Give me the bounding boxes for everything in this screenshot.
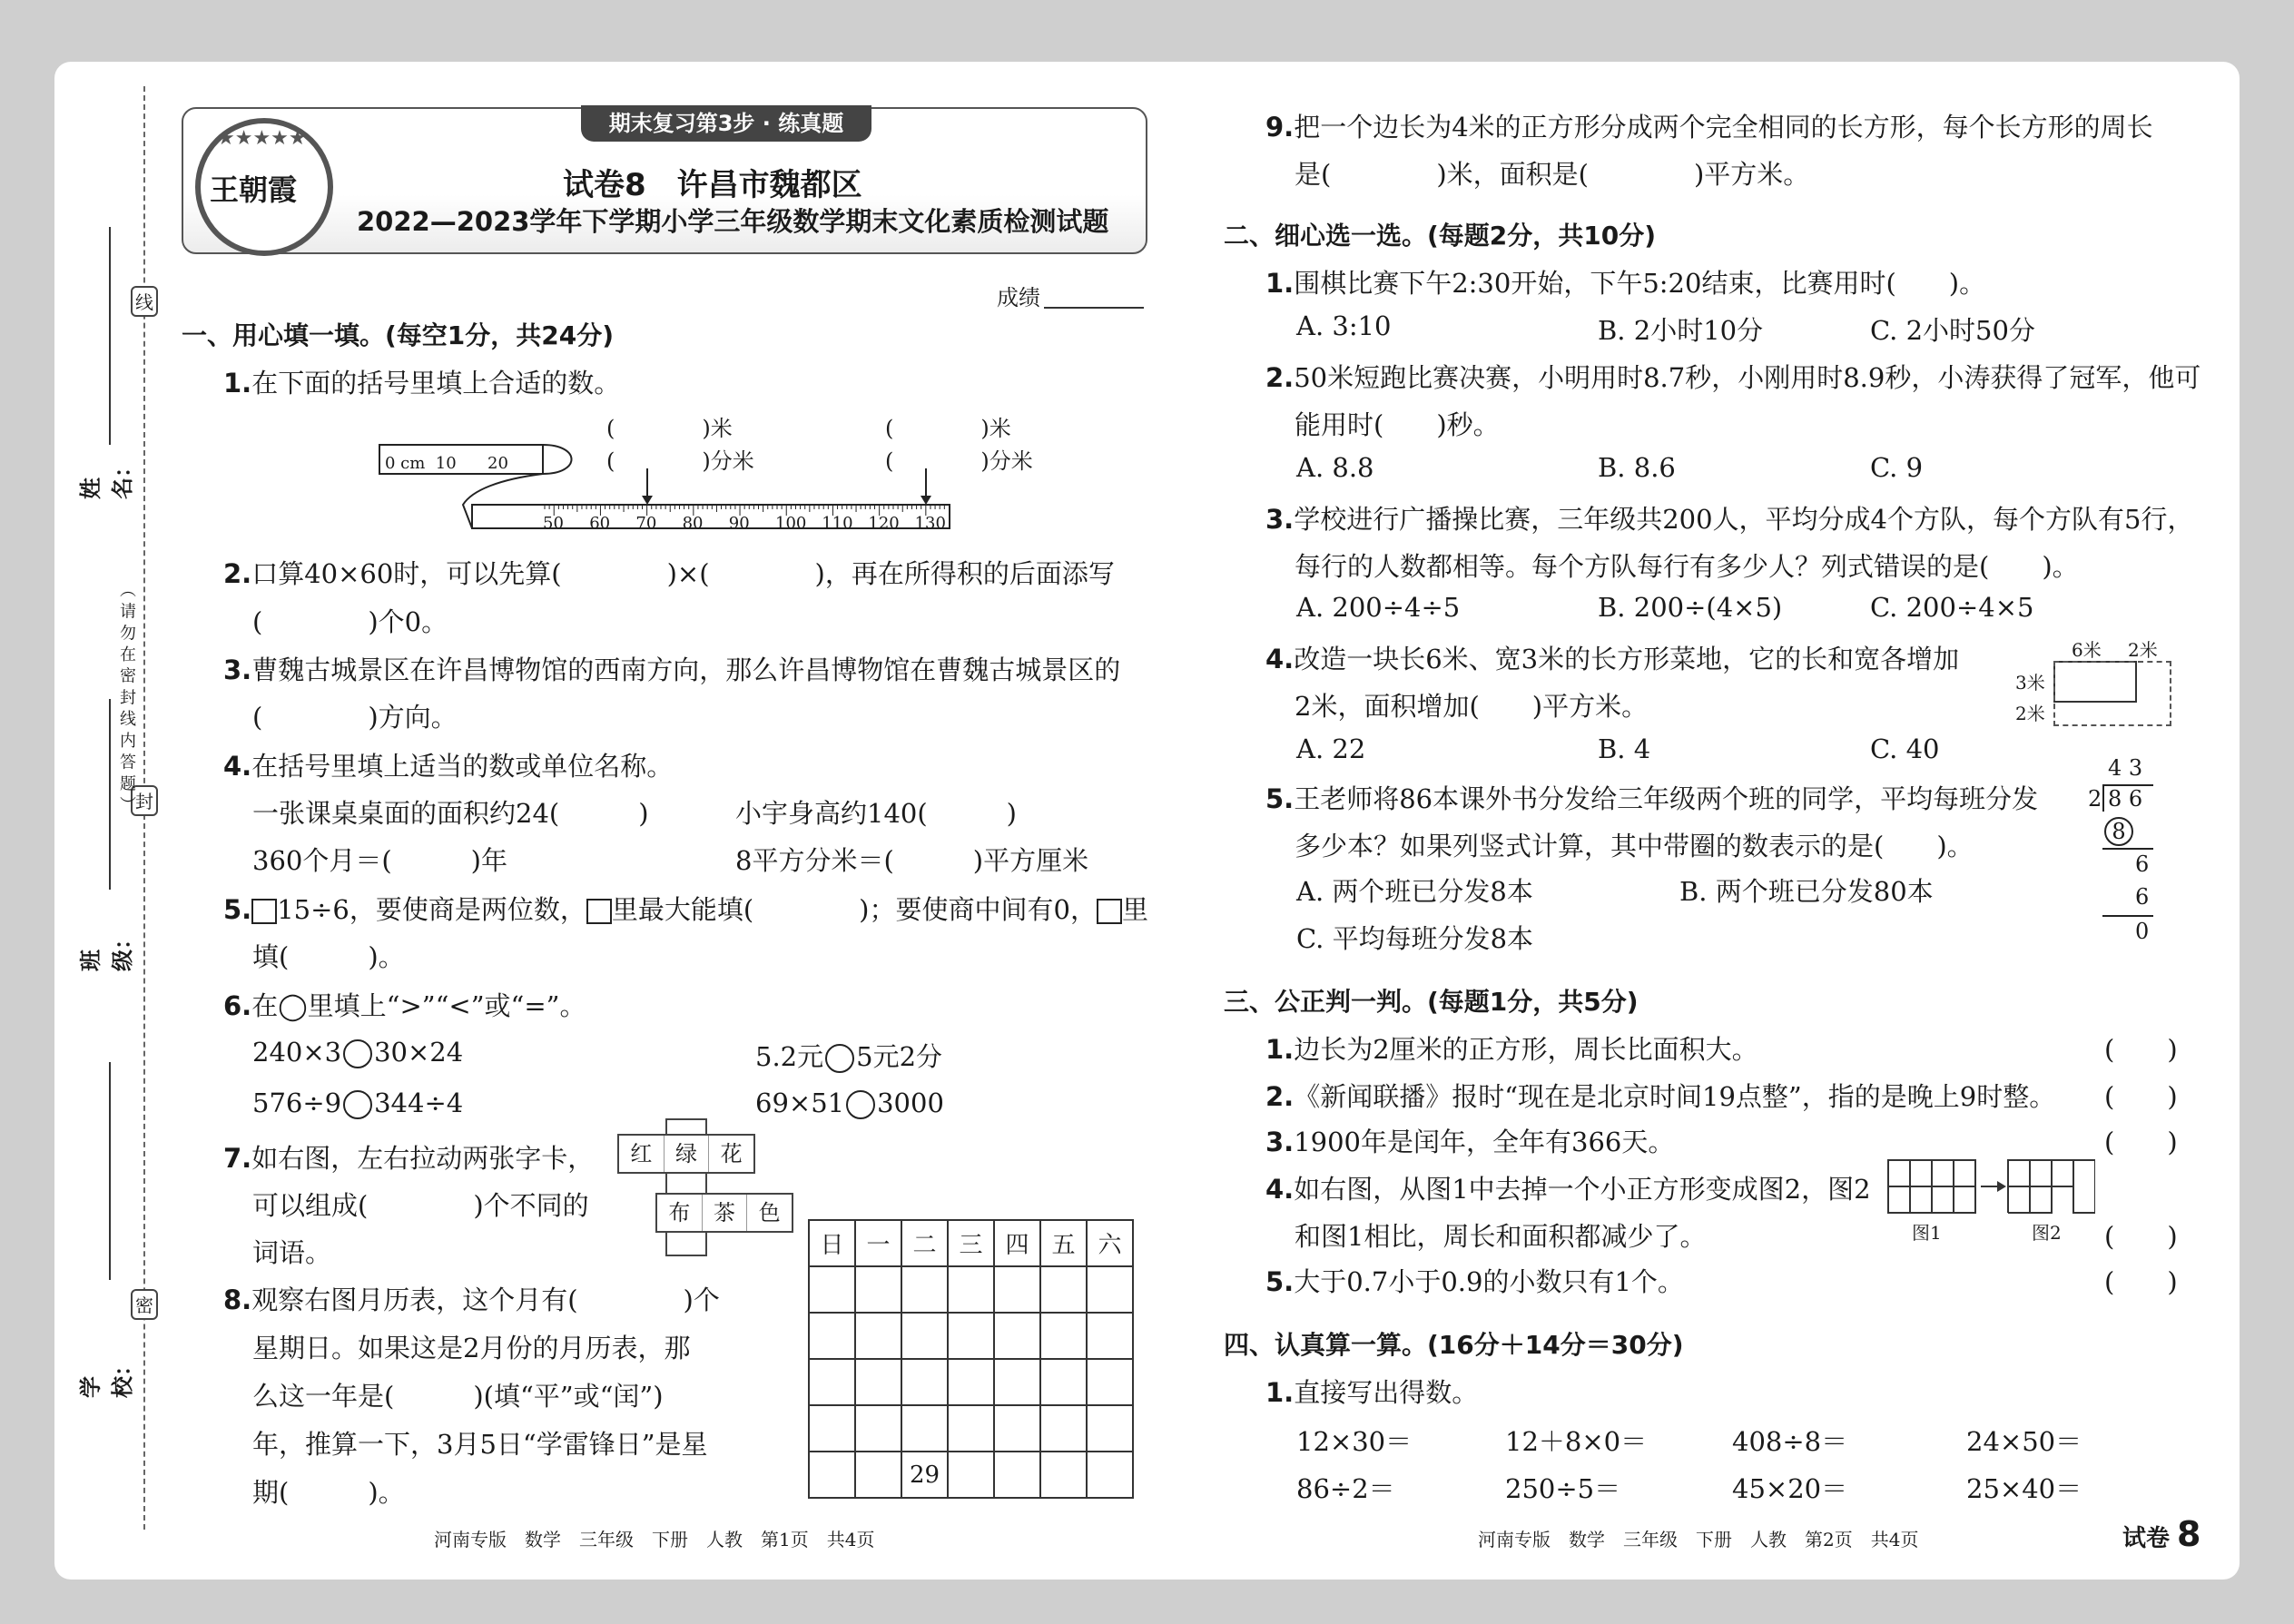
calc-r1-c4[interactable]: 24×50＝ [1966, 1426, 2082, 1457]
tape-top-labels: 0 cm 10 20 [385, 454, 508, 473]
paper-title: 试卷8 许昌市魏都区 [563, 167, 862, 203]
logo-text: 王朝霞 [210, 172, 298, 207]
s2q5-opt-a[interactable]: A. 两个班已分发8本 [1296, 876, 1533, 907]
s3q1-answer[interactable]: ( ) [2104, 1034, 2178, 1065]
q5-part3: 里 [1121, 894, 1148, 925]
score-input[interactable] [1044, 307, 1144, 309]
s2q1-number: 1. [1265, 268, 1295, 299]
s3q1-number: 1. [1265, 1034, 1295, 1065]
q7-text-3: 词语。 [252, 1237, 332, 1268]
q6-d-left: 69×51 [755, 1088, 845, 1118]
footer-right: 河南专版 数学 三年级 下册 人教 第2页 共4页 [1478, 1529, 1919, 1550]
fig-left-label-2: 2米 [2015, 703, 2045, 724]
s2q2-text-2: 能用时( )秒。 [1295, 409, 1500, 440]
q7-line1 [223, 1138, 594, 1176]
arrow-130-head [921, 496, 931, 505]
word-card-row-2 [655, 1193, 793, 1233]
div-quotient: 4 3 [2108, 755, 2143, 781]
s3q4-text-2: 和图1相比，周长和面积都减少了。 [1295, 1221, 1707, 1252]
calendar-row [809, 1266, 1133, 1313]
rect-expand-figure [2015, 635, 2170, 726]
q1-text: 在下面的括号里填上合适的数。 [251, 368, 621, 399]
q2-number: 2. [223, 558, 252, 589]
calendar-row [809, 1405, 1133, 1452]
s2q4-text-1: 改造一块长6米、宽3米的长方形菜地，它的长和宽各增加 [1294, 644, 1960, 674]
s2q3-line1 [1265, 499, 2193, 536]
s2q1-opt-c[interactable]: C. 2小时50分 [1870, 315, 2035, 346]
q1-line [223, 363, 620, 400]
weekday-mon: 一 [855, 1220, 901, 1266]
s3q3-answer[interactable]: ( ) [2104, 1127, 2178, 1157]
school-input[interactable] [109, 1062, 111, 1280]
section2-title: 二、细心选一选。(每题2分，共10分) [1224, 221, 1657, 251]
card1-char-3: 花 [720, 1141, 743, 1166]
q6-number: 6. [223, 990, 252, 1021]
calc-r1-c2[interactable]: 12＋8×0＝ [1505, 1426, 1648, 1457]
weekday-sun: 日 [809, 1220, 855, 1266]
tape-tick-label: 100 [775, 514, 807, 533]
s2q5-text-1: 王老师将86本课外书分发给三年级两个班的同学，平均每班分发 [1294, 783, 2039, 814]
name-label: 姓名： [78, 456, 135, 499]
fig-outer-rect [2053, 661, 2171, 726]
tape-tick-label: 90 [728, 514, 750, 533]
q4-line [223, 746, 673, 783]
q6-item-b [755, 1037, 942, 1074]
q5-text-2: 填( )。 [252, 941, 405, 972]
word-card-row-1 [617, 1134, 755, 1174]
weekday-thu: 四 [994, 1220, 1040, 1266]
q5-square-icon-2 [586, 899, 612, 924]
q1-number: 1. [223, 368, 252, 399]
calendar-table [808, 1219, 1134, 1499]
q5-part1: 15÷6，要使商是两位数， [277, 894, 586, 925]
q1-blank-dm-1: ( )分米 [606, 448, 754, 474]
q6-b-right: 5元2分 [856, 1041, 943, 1072]
binding-mark-feng: 封 [131, 785, 158, 816]
q4-a: 一张课桌桌面的面积约24( ) [252, 798, 649, 829]
paper-subtitle: 2022—2023学年下学期小学三年级数学期末文化素质检测试题 [357, 206, 1109, 237]
q6-item-c [252, 1088, 463, 1119]
q6-a-circle[interactable] [343, 1039, 372, 1068]
q4-number: 4. [223, 751, 252, 782]
q4-text: 在括号里填上适当的数或单位名称。 [251, 751, 674, 782]
div-remainder-1: 6 [2135, 851, 2150, 877]
class-input[interactable] [109, 699, 111, 890]
card2-char-2: 茶 [703, 1195, 748, 1231]
calc-r2-c1[interactable]: 86÷2＝ [1296, 1473, 1395, 1504]
q6-d-right: 3000 [877, 1088, 944, 1118]
figure-1-label: 图1 [1912, 1222, 1942, 1244]
long-division-figure [2088, 755, 2161, 946]
paper-label [2122, 1514, 2200, 1554]
s3q3-line [1265, 1122, 1674, 1159]
s2q2-number: 2. [1265, 362, 1295, 393]
binding-fields [73, 218, 136, 1416]
s2q2-text-1: 50米短跑比赛决赛，小明用时8.7秒，小刚用时8.9秒，小涛获得了冠军，他可 [1294, 362, 2201, 393]
calc-r1-c1[interactable]: 12×30＝ [1296, 1426, 1413, 1457]
s3q5-line [1265, 1262, 1684, 1299]
weekday-tue: 二 [901, 1220, 948, 1266]
q6-line [223, 986, 586, 1023]
q8-line1 [223, 1280, 720, 1317]
q6-item-a [252, 1037, 463, 1068]
q5-part2: 里最大能填( )；要使商中间有0， [611, 894, 1097, 925]
score-label: 成绩 [997, 285, 1040, 310]
calendar-day-29: 29 [901, 1452, 948, 1498]
q2-text-1: 口算40×60时，可以先算( )×( )，再在所得积的后面添写 [251, 558, 1115, 589]
name-input[interactable] [109, 227, 111, 445]
s4q1-line [1265, 1373, 1478, 1410]
s2q5-opt-b[interactable]: B. 两个班已分发80本 [1679, 876, 1934, 907]
calc-r2-c3[interactable]: 45×20＝ [1732, 1473, 1848, 1504]
q7-text-1: 如右图，左右拉动两张字卡， [251, 1143, 595, 1174]
school-label: 学校： [78, 1354, 135, 1398]
s3q4-line1 [1265, 1169, 1871, 1206]
q8-text-4: 年，推算一下，3月5日“学雷锋日”是星 [252, 1429, 708, 1460]
s2q1-opt-b[interactable]: B. 2小时10分 [1598, 315, 1764, 346]
binding-mark-xian: 线 [131, 286, 158, 317]
tape-tick-label: 50 [543, 514, 564, 533]
binding-note: （ 请 勿 在 密 封 线 内 答 题 ） [117, 581, 136, 813]
s3q5-answer[interactable]: ( ) [2104, 1266, 2178, 1297]
calendar-header-row [809, 1220, 1133, 1266]
calendar-row [809, 1452, 1133, 1498]
tape-tick-label: 80 [682, 514, 704, 533]
footer-left: 河南专版 数学 三年级 下册 人教 第1页 共4页 [434, 1529, 875, 1550]
calc-r1-c3[interactable]: 408÷8＝ [1732, 1426, 1848, 1457]
weekday-sat: 六 [1087, 1220, 1133, 1266]
s3q3-text: 1900年是闰年，全年有366天。 [1294, 1127, 1675, 1157]
s2q2-opt-c[interactable]: C. 9 [1870, 452, 1924, 483]
fig-left-label-1: 3米 [2015, 672, 2045, 694]
q3-line1 [223, 650, 1120, 687]
s2q5-opt-c[interactable]: C. 平均每班分发8本 [1296, 923, 1534, 954]
q6-d-circle[interactable] [846, 1090, 875, 1119]
s2q3-text-1: 学校进行广播操比赛，三年级共200人，平均分成4个方队，每个方队有5行， [1294, 504, 2194, 535]
binding-mark-mi: 密 [131, 1289, 158, 1320]
q8-text-5: 期( )。 [252, 1477, 405, 1508]
q5-number: 5. [223, 894, 252, 925]
s3q4-text-1: 如右图，从图1中去掉一个小正方形变成图2，图2 [1294, 1174, 1871, 1205]
s3q4-answer[interactable]: ( ) [2104, 1221, 2178, 1252]
s2q4-opt-b[interactable]: B. 4 [1598, 733, 1651, 764]
s2q1-opt-a[interactable]: A. 3:10 [1296, 310, 1392, 341]
logo-seal [195, 118, 333, 256]
s3q4-number: 4. [1265, 1174, 1295, 1205]
q9-line1 [1265, 107, 2153, 144]
s3q1-line [1265, 1029, 1758, 1067]
s2q2-line1 [1265, 358, 2200, 395]
q6-c-right: 344÷4 [374, 1088, 464, 1118]
q1-blank-dm-2: ( )分米 [885, 448, 1033, 474]
q5-square-icon [251, 899, 277, 924]
div-rule-2 [2102, 915, 2153, 917]
calc-r2-c2[interactable]: 250÷5＝ [1505, 1473, 1621, 1504]
s3q2-answer[interactable]: ( ) [2104, 1081, 2178, 1112]
s2q3-opt-c[interactable]: C. 200÷4×5 [1870, 592, 2034, 623]
section3-title: 三、公正判一判。(每题1分，共5分) [1224, 987, 1639, 1017]
q6-a-left: 240×3 [252, 1037, 342, 1068]
q6-item-d [755, 1088, 944, 1119]
q6-c-left: 576÷9 [252, 1088, 342, 1118]
div-sub-2: 6 [2135, 884, 2150, 910]
calendar-row [809, 1359, 1133, 1405]
q9-text-1: 把一个边长为4米的正方形分成两个完全相同的长方形，每个长方形的周长 [1294, 112, 2153, 143]
section4-title: 四、认真算一算。(16分＋14分＝30分) [1224, 1330, 1684, 1360]
s3q2-text: 《新闻联播》报时“现在是北京时间19点整”，指的是晚上9时整。 [1294, 1081, 2056, 1112]
weekday-fri: 五 [1040, 1220, 1087, 1266]
q3-number: 3. [223, 655, 252, 685]
arrow-70-head [642, 496, 653, 505]
paper-label-text: 试卷 [2122, 1525, 2171, 1552]
q8-text-2: 星期日。如果这是2月份的月历表，那 [252, 1333, 691, 1363]
tape-tick-label: 120 [868, 514, 900, 533]
figure-2-label: 图2 [2032, 1222, 2062, 1244]
s2q4-opt-a[interactable]: A. 22 [1296, 733, 1366, 764]
s3q3-number: 3. [1265, 1127, 1295, 1157]
paper-number: 8 [2177, 1514, 2201, 1554]
q5-square-icon-3 [1097, 899, 1122, 924]
q6-b-circle[interactable] [825, 1044, 854, 1073]
q8-text-1: 观察右图月历表，这个月有( )个 [251, 1284, 720, 1315]
card2-char-3: 色 [758, 1200, 781, 1225]
s3q2-number: 2. [1265, 1081, 1295, 1112]
fig-top-label-2: 2米 [2128, 639, 2158, 661]
q5-line1 [223, 890, 1148, 927]
q3-text-2: ( )方向。 [252, 702, 458, 733]
s2q4-number: 4. [1265, 644, 1295, 674]
q6-c-circle[interactable] [343, 1090, 372, 1119]
q6-text: 在◯里填上“>”“<”或“=”。 [251, 990, 586, 1021]
q9-text-2: 是( )米，面积是( )平方米。 [1295, 159, 1810, 190]
div-divisor: 2 [2088, 786, 2102, 812]
s3q5-text: 大于0.7小于0.9的小数只有1个。 [1294, 1266, 1684, 1297]
s2q3-number: 3. [1265, 504, 1295, 535]
q7-number: 7. [223, 1143, 252, 1174]
s2q5-number: 5. [1265, 783, 1295, 814]
card1-char-1: 红 [619, 1136, 665, 1172]
section1-title: 一、用心填一填。(每空1分，共24分) [182, 320, 615, 350]
s2q5-text-2: 多少本？如果列竖式计算，其中带圈的数表示的是( )。 [1295, 831, 1974, 861]
weekday-wed: 三 [948, 1220, 994, 1266]
q4-b: 小宇身高约140( ) [735, 798, 1017, 829]
square-figures [1886, 1158, 2095, 1218]
fig-top-label-1: 6米 [2072, 639, 2102, 661]
calc-r2-c4[interactable]: 25×40＝ [1966, 1473, 2082, 1504]
tape-tick-label: 70 [635, 514, 657, 533]
q1-blank-m-2: ( )米 [885, 416, 1011, 441]
s2q1-line [1265, 263, 1985, 300]
q8-text-3: 么这一年是( )(填“平”或“闰”) [252, 1381, 664, 1412]
s2q4-opt-c[interactable]: C. 40 [1870, 733, 1940, 764]
s4q1-number: 1. [1265, 1377, 1295, 1408]
s2q3-opt-a[interactable]: A. 200÷4÷5 [1296, 592, 1461, 623]
q3-text-1: 曹魏古城景区在许昌博物馆的西南方向，那么许昌博物馆在曹魏古城景区的 [251, 655, 1121, 685]
q7-text-2: 可以组成( )个不同的 [252, 1190, 589, 1221]
s2q2-opt-b[interactable]: B. 8.6 [1598, 452, 1676, 483]
q2-text-2: ( )个0。 [252, 606, 448, 637]
s2q5-line1 [1265, 779, 2038, 816]
header-banner: 期末复习第3步 · 练真题 [581, 105, 871, 142]
q9-number: 9. [1265, 112, 1295, 143]
s2q4-text-2: 2米，面积增加( )平方米。 [1295, 691, 1649, 722]
s3q5-number: 5. [1265, 1266, 1295, 1297]
div-dividend: 8 6 [2108, 786, 2143, 812]
logo-stars-icon: ★★★★★ [217, 127, 307, 150]
div-circled-digit: 8 [2104, 817, 2133, 846]
class-label: 班级： [78, 928, 135, 971]
q4-c: 360个月＝( )年 [252, 845, 507, 876]
tape-tick-label: 130 [914, 514, 946, 533]
tape-tick-label: 60 [589, 514, 611, 533]
q6-a-right: 30×24 [374, 1037, 464, 1068]
figure-2-grid [2008, 1160, 2095, 1213]
s2q3-text-2: 每行的人数都相等。每个方队每行有多少人？列式错误的是( )。 [1295, 551, 2079, 582]
s4q1-text: 直接写出得数。 [1294, 1377, 1479, 1408]
q8-number: 8. [223, 1284, 252, 1315]
arrow-right-icon [1981, 1181, 2006, 1192]
figure-1-grid [1888, 1160, 1975, 1213]
q6-b-left: 5.2元 [755, 1041, 824, 1072]
q2-line1 [223, 554, 1115, 591]
s2q3-opt-b[interactable]: B. 200÷(4×5) [1598, 592, 1783, 623]
tape-tick-label: 110 [822, 514, 853, 533]
q1-blank-m-1: ( )米 [606, 416, 733, 441]
q4-d: 8平方分米＝( )平方厘米 [735, 845, 1089, 876]
div-final: 0 [2135, 919, 2150, 944]
s3q1-text: 边长为2厘米的正方形，周长比面积大。 [1294, 1034, 1758, 1065]
s2q1-text: 围棋比赛下午2:30开始，下午5:20结束，比赛用时( )。 [1294, 268, 1986, 299]
card1-char-2: 绿 [665, 1136, 710, 1172]
s2q4-line1 [1265, 639, 1959, 676]
s2q2-opt-a[interactable]: A. 8.8 [1296, 452, 1374, 483]
s3q2-line [1265, 1077, 2055, 1114]
calendar-row [809, 1313, 1133, 1359]
card2-char-1: 布 [657, 1195, 703, 1231]
div-rule-1 [2102, 848, 2153, 850]
